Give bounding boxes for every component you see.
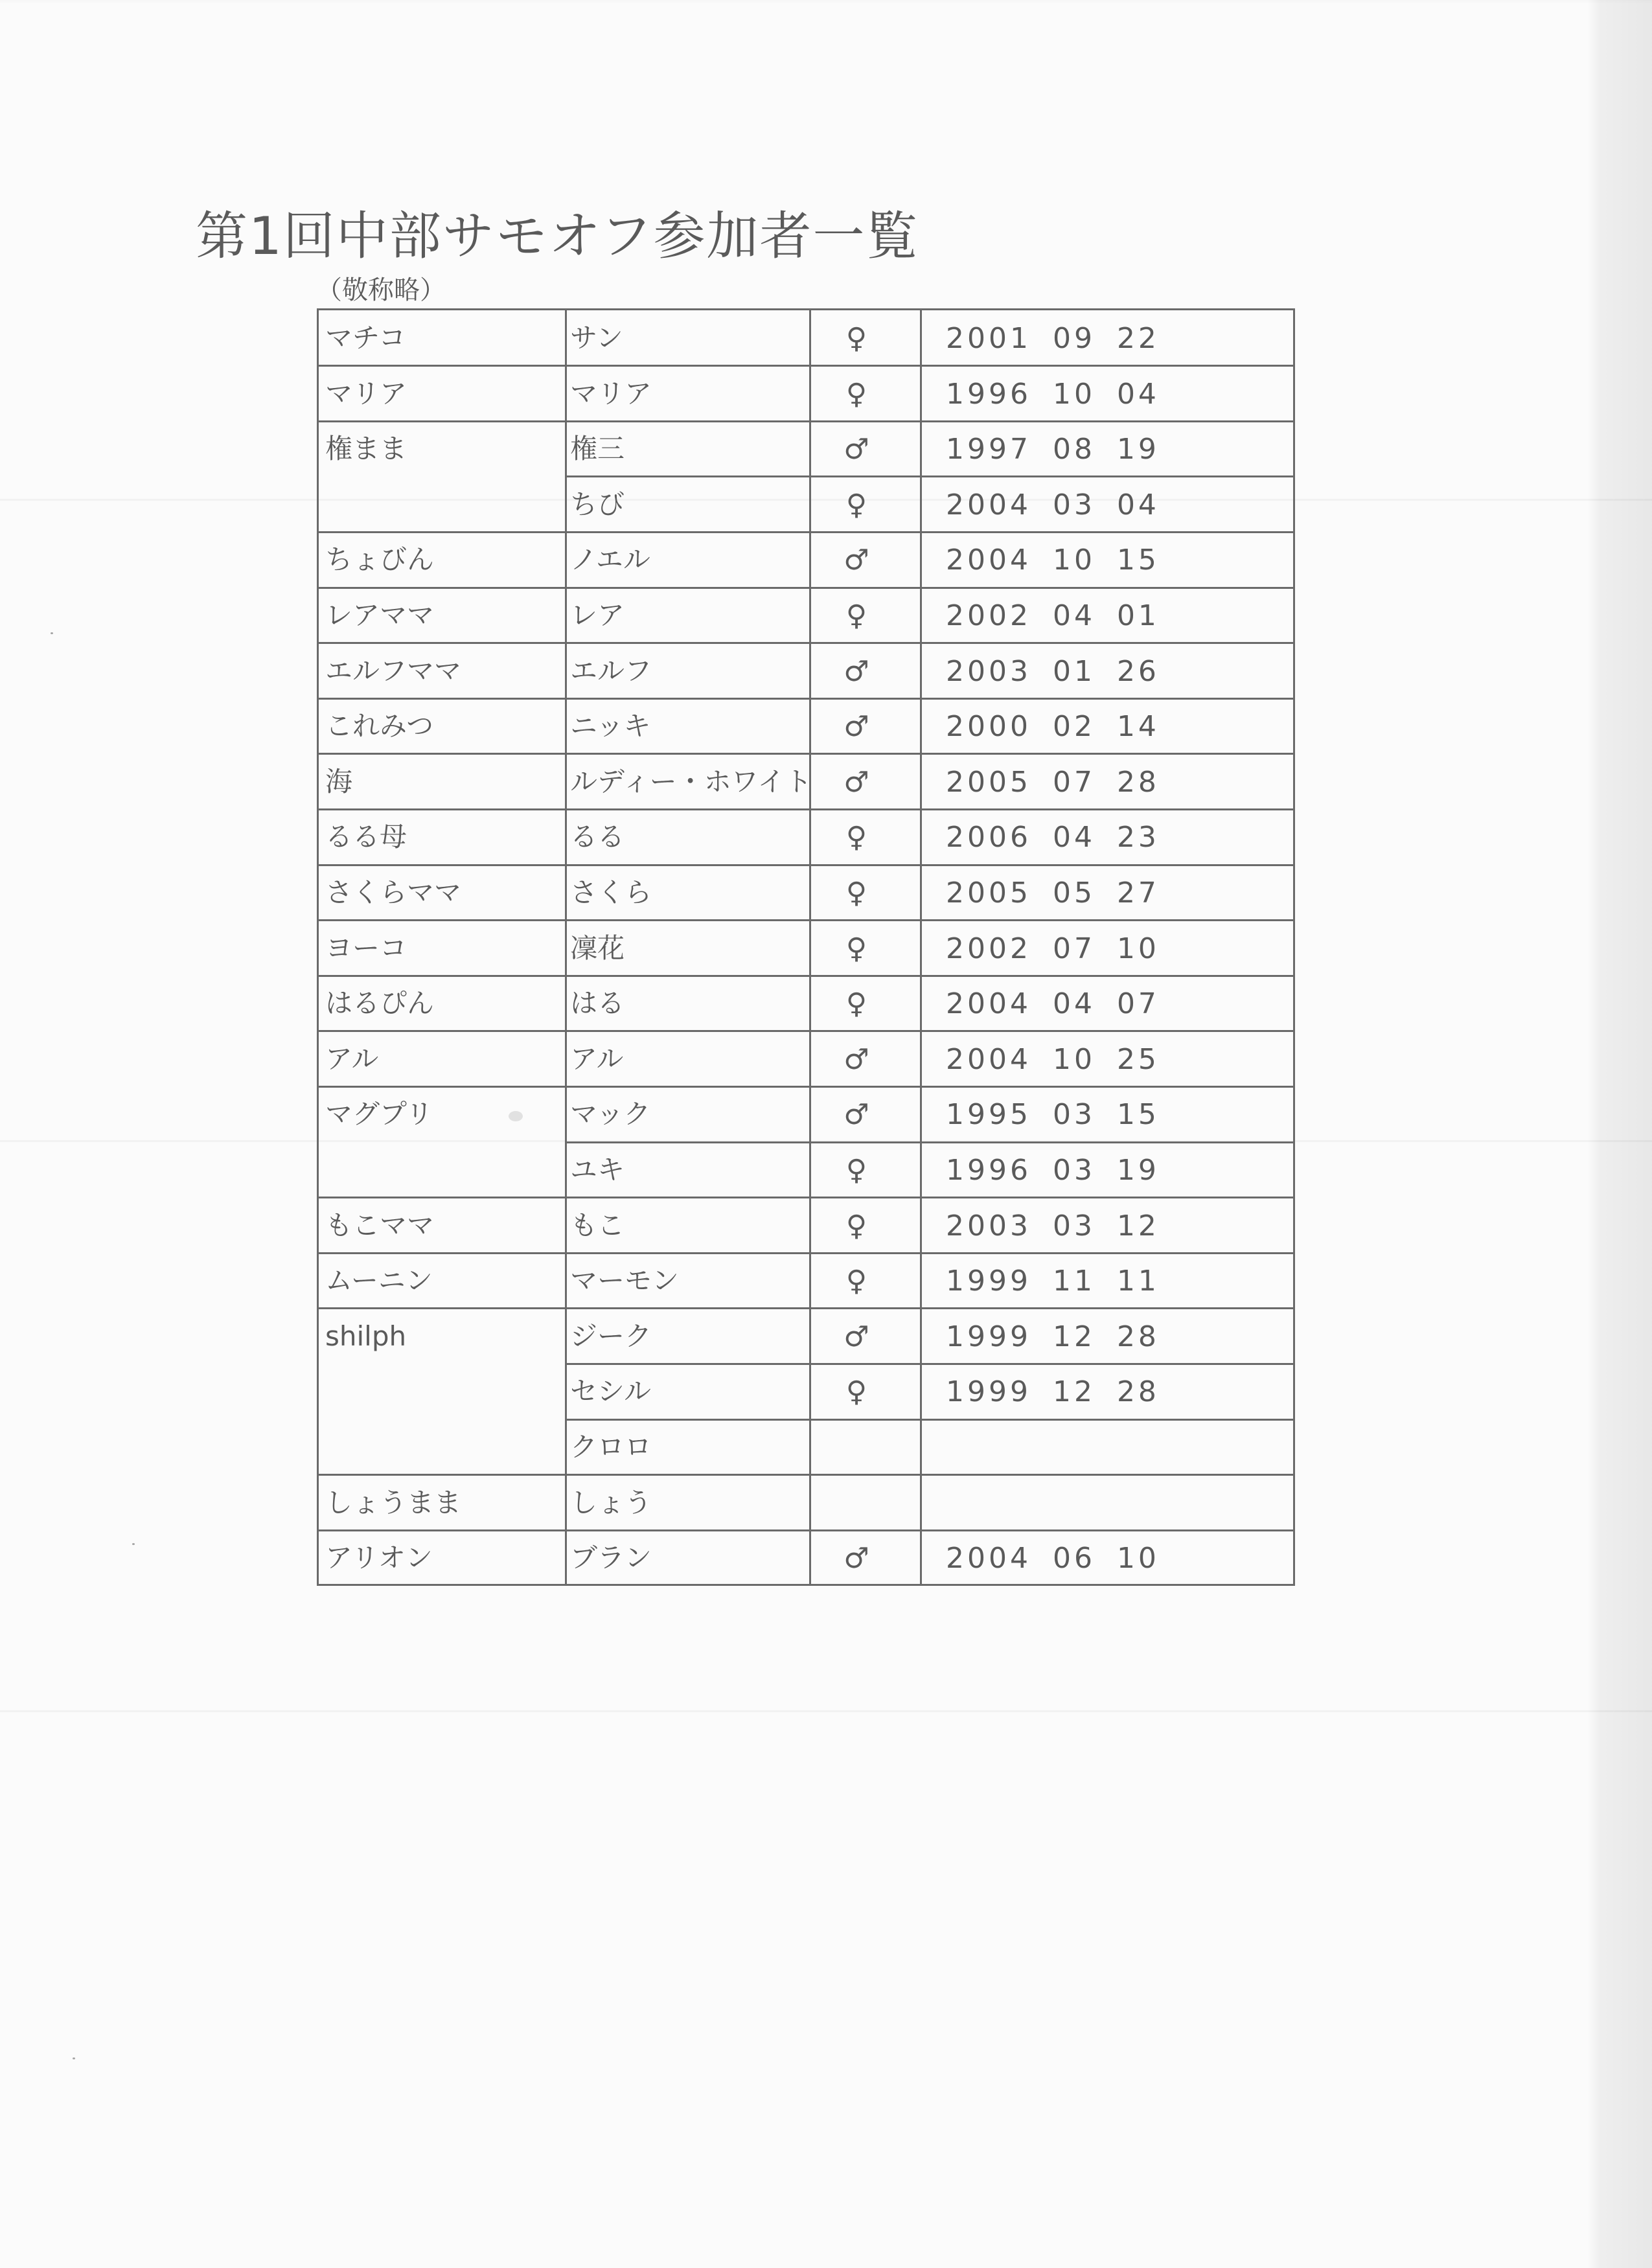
ink-smudge [509,1111,523,1121]
page-title: 第1回中部サモオフ参加者一覧 [196,206,919,266]
male-symbol: ♂ [843,1098,869,1132]
owner-name-cell: もこママ [325,1209,435,1241]
pet-name-cell: さくら [570,876,652,908]
paper-fold [0,1710,1652,1712]
female-symbol: ♀ [845,1154,867,1187]
pet-name-cell: ジーク [570,1320,652,1352]
birth-date-cell: 2000 02 14 [946,710,1160,744]
table-row-divider [319,1086,1293,1088]
table-row-divider [319,642,1293,644]
pet-name-cell: はる [570,987,625,1020]
owner-name-cell: shilph [325,1320,407,1352]
female-symbol: ♀ [845,1375,867,1409]
birth-date-cell: 2004 03 04 [946,488,1160,521]
owner-name-cell: レアママ [325,599,435,631]
table-row-divider [319,420,1293,422]
pet-name-cell: マック [570,1098,651,1130]
pet-name-cell: エルフ [570,654,652,687]
table-row-divider [319,753,1293,755]
table-column-divider [565,310,567,1584]
table-row-divider [319,864,1293,866]
participant-table [317,308,1295,1586]
paper-speck [132,1543,135,1545]
owner-name-cell: はるぴん [325,987,435,1020]
pet-name-cell: レア [570,599,625,631]
birth-date-cell: 1999 12 28 [946,1375,1160,1409]
table-row-divider [319,698,1293,700]
female-symbol: ♀ [845,932,867,965]
birth-date-cell: 1996 03 19 [946,1154,1160,1187]
birth-date-cell: 1996 10 04 [946,377,1160,411]
owner-name-cell: マリア [325,377,407,409]
birth-date-cell: 2003 03 12 [946,1209,1160,1243]
pet-name-cell: クロロ [570,1431,652,1463]
table-row-divider [319,1030,1293,1032]
owner-name-cell: アル [325,1042,379,1075]
pet-name-cell: 凜花 [570,932,625,964]
birth-date-cell: 1997 08 19 [946,433,1160,466]
birth-date-cell: 1999 11 11 [946,1265,1160,1298]
pet-name-cell: ノエル [570,544,650,576]
pet-name-cell: しょう [570,1486,652,1518]
female-symbol: ♀ [845,322,867,355]
owner-name-cell: マグプリ [325,1098,433,1130]
pet-name-cell: もこ [570,1209,625,1241]
pet-name-cell: ニッキ [570,710,651,742]
table-row-divider [319,919,1293,921]
table-row-divider [565,1141,1293,1143]
birth-date-cell: 2002 04 01 [946,599,1160,632]
male-symbol: ♂ [843,433,869,466]
owner-name-cell: マチコ [325,322,406,354]
birth-date-cell: 2004 10 25 [946,1042,1160,1076]
pet-name-cell: 権三 [570,433,625,465]
birth-date-cell: 1995 03 15 [946,1098,1160,1132]
birth-date-cell: 2004 04 07 [946,987,1160,1021]
table-row-divider [565,1363,1293,1365]
paper-speck [51,632,53,634]
birth-date-cell: 2002 07 10 [946,932,1160,965]
birth-date-cell: 2005 07 28 [946,765,1160,799]
table-row-divider [319,365,1293,367]
birth-date-cell: 2004 10 15 [946,544,1160,577]
female-symbol: ♀ [845,987,867,1021]
owner-name-cell: 海 [325,765,353,797]
birth-date-cell: 2003 01 26 [946,654,1160,688]
table-row-divider [319,1474,1293,1476]
owner-name-cell: アリオン [325,1542,433,1574]
male-symbol: ♂ [843,710,869,744]
female-symbol: ♀ [845,377,867,411]
table-row-divider [319,1252,1293,1254]
female-symbol: ♀ [845,599,867,632]
female-symbol: ♀ [845,488,867,521]
table-row-divider [319,808,1293,810]
pet-name-cell: ユキ [570,1154,625,1186]
pet-name-cell: マーモン [570,1265,680,1297]
owner-name-cell: エルフママ [325,654,462,687]
table-row-divider [319,1529,1293,1531]
pet-name-cell: ブラン [570,1542,652,1574]
birth-date-cell: 1999 12 28 [946,1320,1160,1353]
birth-date-cell: 2001 09 22 [946,322,1160,355]
paper-speck [73,2057,75,2059]
male-symbol: ♂ [843,1042,869,1076]
table-row-divider [319,1307,1293,1309]
female-symbol: ♀ [845,876,867,910]
female-symbol: ♀ [845,1209,867,1243]
female-symbol: ♀ [845,821,867,854]
female-symbol: ♀ [845,1265,867,1298]
owner-name-cell: さくらママ [325,876,462,908]
owner-name-cell: ちょびん [325,544,435,576]
birth-date-cell: 2005 05 27 [946,876,1160,910]
male-symbol: ♂ [843,654,869,688]
pet-name-cell: マリア [570,377,652,409]
table-row-divider [319,1197,1293,1198]
pet-name-cell: るる [570,821,625,853]
owner-name-cell: しょうまま [325,1486,462,1518]
owner-name-cell: 権まま [325,433,407,465]
pet-name-cell: ちび [570,488,625,520]
owner-name-cell: ヨーコ [325,932,407,964]
pet-name-cell: セシル [570,1375,651,1408]
pet-name-cell: ルディー・ホワイト [570,765,812,797]
owner-name-cell: ムーニン [325,1265,433,1297]
birth-date-cell: 2004 06 10 [946,1542,1160,1575]
table-column-divider [809,310,811,1584]
table-row-divider [565,475,1293,477]
owner-name-cell: これみつ [325,710,434,742]
pet-name-cell: サン [570,322,623,354]
male-symbol: ♂ [843,1320,869,1353]
male-symbol: ♂ [843,765,869,799]
male-symbol: ♂ [843,1542,869,1575]
male-symbol: ♂ [843,544,869,577]
table-row-divider [319,531,1293,533]
table-row-divider [565,1419,1293,1421]
pet-name-cell: アル [570,1042,624,1075]
table-row-divider [319,975,1293,977]
owner-name-cell: るる母 [325,821,407,853]
table-row-divider [319,587,1293,589]
honorific-note: （敬称略） [316,275,446,305]
table-column-divider [920,310,922,1584]
birth-date-cell: 2006 04 23 [946,821,1160,854]
